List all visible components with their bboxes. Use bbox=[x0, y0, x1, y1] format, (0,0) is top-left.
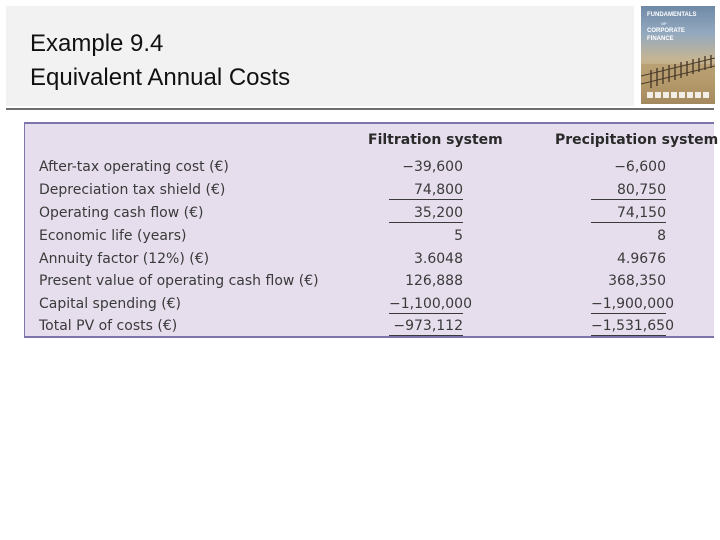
row-label: Total PV of costs (€) bbox=[39, 318, 178, 334]
title-panel bbox=[6, 6, 634, 106]
precipitation-value: −1,900,000 bbox=[591, 296, 674, 312]
slide-title-line-2: Equivalent Annual Costs bbox=[30, 64, 291, 91]
filtration-value: 126,888 bbox=[405, 273, 463, 289]
table-row bbox=[25, 156, 715, 178]
table-row bbox=[25, 202, 715, 224]
filtration-value: −973,112 bbox=[389, 318, 463, 336]
table-row bbox=[25, 315, 715, 337]
filtration-value: −1,100,000 bbox=[389, 296, 472, 312]
book-cover-authors bbox=[647, 92, 709, 98]
book-cover-image bbox=[641, 6, 715, 104]
precipitation-value: 74,150 bbox=[591, 205, 666, 223]
filtration-value: 3.6048 bbox=[414, 251, 463, 267]
row-label: After-tax operating cost (€) bbox=[39, 159, 229, 175]
table-row bbox=[25, 270, 715, 292]
column-header-filtration: Filtration system bbox=[368, 132, 503, 148]
row-label: Economic life (years) bbox=[39, 228, 187, 244]
precipitation-value: 80,750 bbox=[591, 182, 666, 200]
column-header-precipitation: Precipitation system bbox=[555, 132, 719, 148]
precipitation-value: 8 bbox=[657, 228, 666, 244]
filtration-value: 74,800 bbox=[389, 182, 463, 200]
title-divider bbox=[6, 108, 714, 110]
book-cover-title-line-3: CORPORATE bbox=[647, 28, 685, 34]
table-row bbox=[25, 225, 715, 247]
row-label: Annuity factor (12%) (€) bbox=[39, 251, 210, 267]
precipitation-value: −6,600 bbox=[614, 159, 666, 175]
table-row bbox=[25, 293, 715, 315]
precipitation-value: 4.9676 bbox=[617, 251, 666, 267]
filtration-value: −39,600 bbox=[402, 159, 463, 175]
book-cover-title-line-1: FUNDAMENTALS bbox=[647, 12, 697, 18]
row-label: Operating cash flow (€) bbox=[39, 205, 204, 221]
book-cover-title-line-4: FINANCE bbox=[647, 36, 674, 42]
row-label: Capital spending (€) bbox=[39, 296, 182, 312]
table-row bbox=[25, 248, 715, 270]
precipitation-value: 368,350 bbox=[608, 273, 666, 289]
table-row bbox=[25, 179, 715, 201]
row-label: Depreciation tax shield (€) bbox=[39, 182, 226, 198]
filtration-value: 5 bbox=[454, 228, 463, 244]
equivalent-annual-costs-table bbox=[24, 122, 719, 338]
beach-fence-icon bbox=[641, 6, 715, 104]
row-label: Present value of operating cash flow (€) bbox=[39, 273, 319, 289]
precipitation-value: −1,531,650 bbox=[591, 318, 674, 334]
slide-title-line-1: Example 9.4 bbox=[30, 30, 164, 57]
filtration-value: 35,200 bbox=[389, 205, 463, 223]
book-cover-title-line-2: OF bbox=[661, 21, 667, 26]
